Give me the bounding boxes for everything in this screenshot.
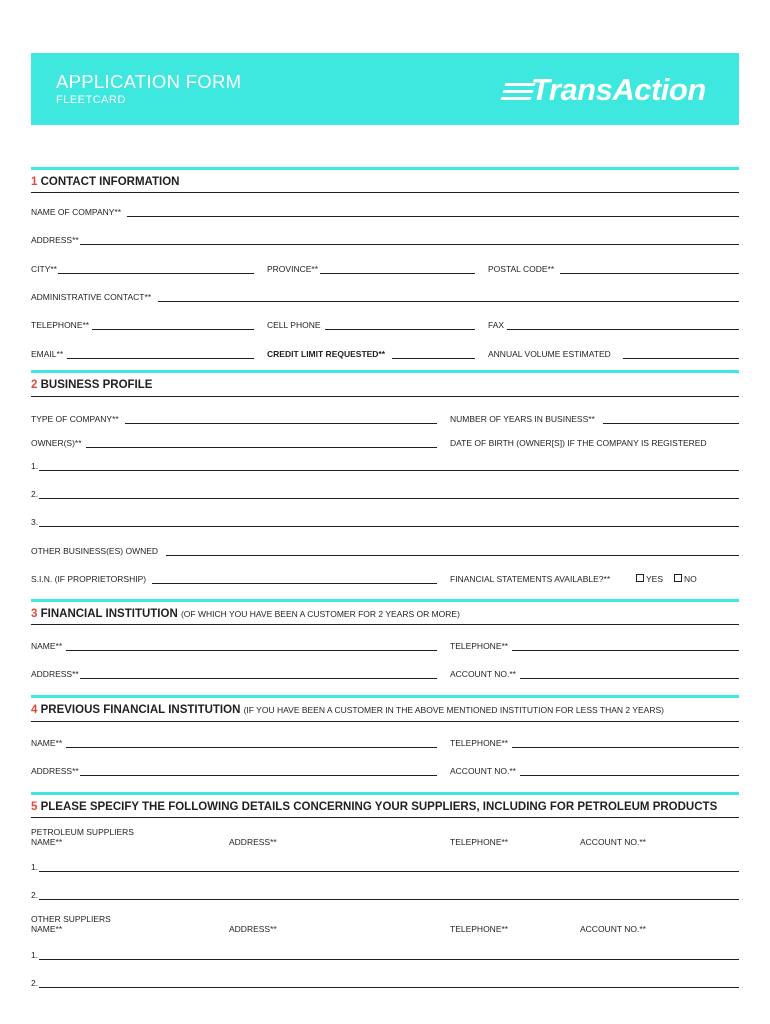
email-label: EMAIL** [31, 349, 64, 359]
province-label: PROVINCE** [267, 264, 319, 274]
other-line-1-field[interactable] [39, 959, 739, 960]
pfi-address-field[interactable] [80, 775, 437, 776]
credit-limit-field[interactable] [392, 358, 475, 359]
petroleum-line-2-label: 2. [31, 890, 39, 900]
section-5-heading [31, 800, 717, 814]
section-3-number: 3 [31, 608, 38, 620]
section-5-underline [31, 817, 739, 818]
section-4-note: (IF YOU HAVE BEEN A CUSTOMER IN THE ABOVE MENTIONED INSTITUTION FOR LESS THAN 2 YEARS) [243, 705, 664, 715]
years-in-business-field[interactable] [603, 423, 739, 424]
fi-account-no-field[interactable] [520, 678, 739, 679]
annual-volume-label: ANNUAL VOLUME ESTIMATED [488, 349, 611, 359]
section-5-title: PLEASE SPECIFY THE FOLLOWING DETAILS CONCERNING YOUR SUPPLIERS, INCLUDING FOR PETROLEUM PRODUCTS [40, 801, 718, 813]
section-3-rule [31, 599, 739, 602]
pfi-name-label: NAME** [31, 738, 63, 748]
type-of-company-field[interactable] [125, 423, 437, 424]
petroleum-line-2-field[interactable] [39, 899, 739, 900]
telephone-field[interactable] [92, 329, 254, 330]
admin-contact-field[interactable] [158, 301, 739, 302]
fi-telephone-field[interactable] [512, 650, 739, 651]
owner-line-1-field[interactable] [39, 470, 739, 471]
owner-line-3-field[interactable] [39, 526, 739, 527]
province-field[interactable] [320, 273, 475, 274]
no-label: NO [684, 574, 697, 584]
owner-line-2-field[interactable] [39, 498, 739, 499]
pfi-account-no-label: ACCOUNT NO.** [450, 766, 516, 776]
owners-field[interactable] [86, 447, 437, 448]
owner-line-1-label: 1. [31, 461, 39, 471]
company-name-label: NAME OF COMPANY** [31, 207, 122, 217]
section-5-rule [31, 792, 739, 795]
cell-phone-field[interactable] [325, 329, 475, 330]
address-field[interactable] [80, 244, 739, 245]
section-4-rule [31, 695, 739, 698]
pfi-name-field[interactable] [66, 747, 437, 748]
section-4-underline [31, 721, 739, 722]
financial-statements-label: FINANCIAL STATEMENTS AVAILABLE?** [450, 574, 611, 584]
petroleum-suppliers-name-label: NAME** [31, 837, 63, 847]
other-line-1-label: 1. [31, 950, 39, 960]
owners-label: OWNER(S)** [31, 438, 82, 448]
owner-line-3-label: 3. [31, 517, 39, 527]
city-field[interactable] [58, 273, 254, 274]
section-3-title: FINANCIAL INSTITUTION [40, 608, 178, 620]
postal-code-field[interactable] [560, 273, 739, 274]
other-suppliers-label: OTHER SUPPLIERS [31, 914, 111, 924]
date-of-birth-label: DATE OF BIRTH (OWNER[S]) IF THE COMPANY IS REGISTERED [450, 438, 707, 448]
section-2-heading [31, 378, 152, 392]
section-2-title: BUSINESS PROFILE [40, 379, 153, 391]
other-businesses-label: OTHER BUSINESS(ES) OWNED [31, 546, 159, 556]
fi-account-no-label: ACCOUNT NO.** [450, 669, 516, 679]
yes-label: YES [646, 574, 664, 584]
owner-line-2-label: 2. [31, 489, 39, 499]
petroleum-account-no-label: ACCOUNT NO.** [580, 837, 646, 847]
other-businesses-field[interactable] [166, 555, 739, 556]
fi-telephone-label: TELEPHONE** [450, 641, 509, 651]
no-checkbox[interactable] [674, 574, 682, 582]
section-5-number: 5 [31, 801, 38, 813]
petroleum-address-label: ADDRESS** [229, 837, 277, 847]
address-label: ADDRESS** [31, 235, 79, 245]
petroleum-suppliers-label: PETROLEUM SUPPLIERS [31, 827, 134, 837]
other-account-no-label: ACCOUNT NO.** [580, 924, 646, 934]
header-banner [31, 53, 739, 125]
section-3-heading [31, 607, 460, 621]
fi-address-label: ADDRESS** [31, 669, 79, 679]
petroleum-line-1-field[interactable] [39, 871, 739, 872]
pfi-account-no-field[interactable] [520, 775, 739, 776]
other-line-2-field[interactable] [39, 987, 739, 988]
section-2-number: 2 [31, 379, 38, 391]
yes-checkbox[interactable] [636, 574, 644, 582]
admin-contact-label: ADMINISTRATIVE CONTACT** [31, 292, 152, 302]
fax-field[interactable] [507, 329, 739, 330]
company-name-field[interactable] [127, 216, 739, 217]
other-suppliers-name-label: NAME** [31, 924, 63, 934]
other-telephone-label: TELEPHONE** [450, 924, 509, 934]
email-field[interactable] [67, 358, 254, 359]
telephone-label: TELEPHONE** [31, 320, 90, 330]
section-2-underline [31, 396, 739, 397]
section-1-underline [31, 192, 739, 193]
transaction-logo [501, 71, 723, 111]
sin-field[interactable] [152, 583, 437, 584]
form-subtitle: FLEETCARD [56, 94, 126, 106]
section-1-heading [31, 175, 179, 189]
form-title: APPLICATION FORM [56, 71, 242, 92]
section-4-number: 4 [31, 704, 38, 716]
section-4-title: PREVIOUS FINANCIAL INSTITUTION [40, 704, 241, 716]
fi-name-label: NAME** [31, 641, 63, 651]
fi-address-field[interactable] [80, 678, 437, 679]
section-2-rule [31, 370, 739, 373]
type-of-company-label: TYPE OF COMPANY** [31, 414, 119, 424]
other-line-2-label: 2. [31, 978, 39, 988]
pfi-telephone-field[interactable] [512, 747, 739, 748]
petroleum-telephone-label: TELEPHONE** [450, 837, 509, 847]
logo-wordmark: TransAction [531, 72, 706, 107]
section-4-heading [31, 703, 664, 717]
petroleum-line-1-label: 1. [31, 862, 39, 872]
sin-label: S.I.N. (IF PROPRIETORSHIP) [31, 574, 147, 584]
city-label: CITY** [31, 264, 57, 274]
section-1-rule [31, 167, 739, 170]
fi-name-field[interactable] [66, 650, 437, 651]
cell-phone-label: CELL PHONE [267, 320, 321, 330]
section-1-number: 1 [31, 176, 38, 188]
annual-volume-field[interactable] [623, 358, 739, 359]
section-1-title: CONTACT INFORMATION [40, 176, 180, 188]
other-address-label: ADDRESS** [229, 924, 277, 934]
credit-limit-label: CREDIT LIMIT REQUESTED** [267, 349, 386, 359]
pfi-telephone-label: TELEPHONE** [450, 738, 509, 748]
section-3-note: (OF WHICH YOU HAVE BEEN A CUSTOMER FOR 2 YEARS OR MORE) [180, 609, 460, 619]
fax-label: FAX [488, 320, 505, 330]
years-in-business-label: NUMBER OF YEARS IN BUSINESS** [450, 414, 595, 424]
pfi-address-label: ADDRESS** [31, 766, 79, 776]
section-3-underline [31, 624, 739, 625]
postal-code-label: POSTAL CODE** [488, 264, 555, 274]
